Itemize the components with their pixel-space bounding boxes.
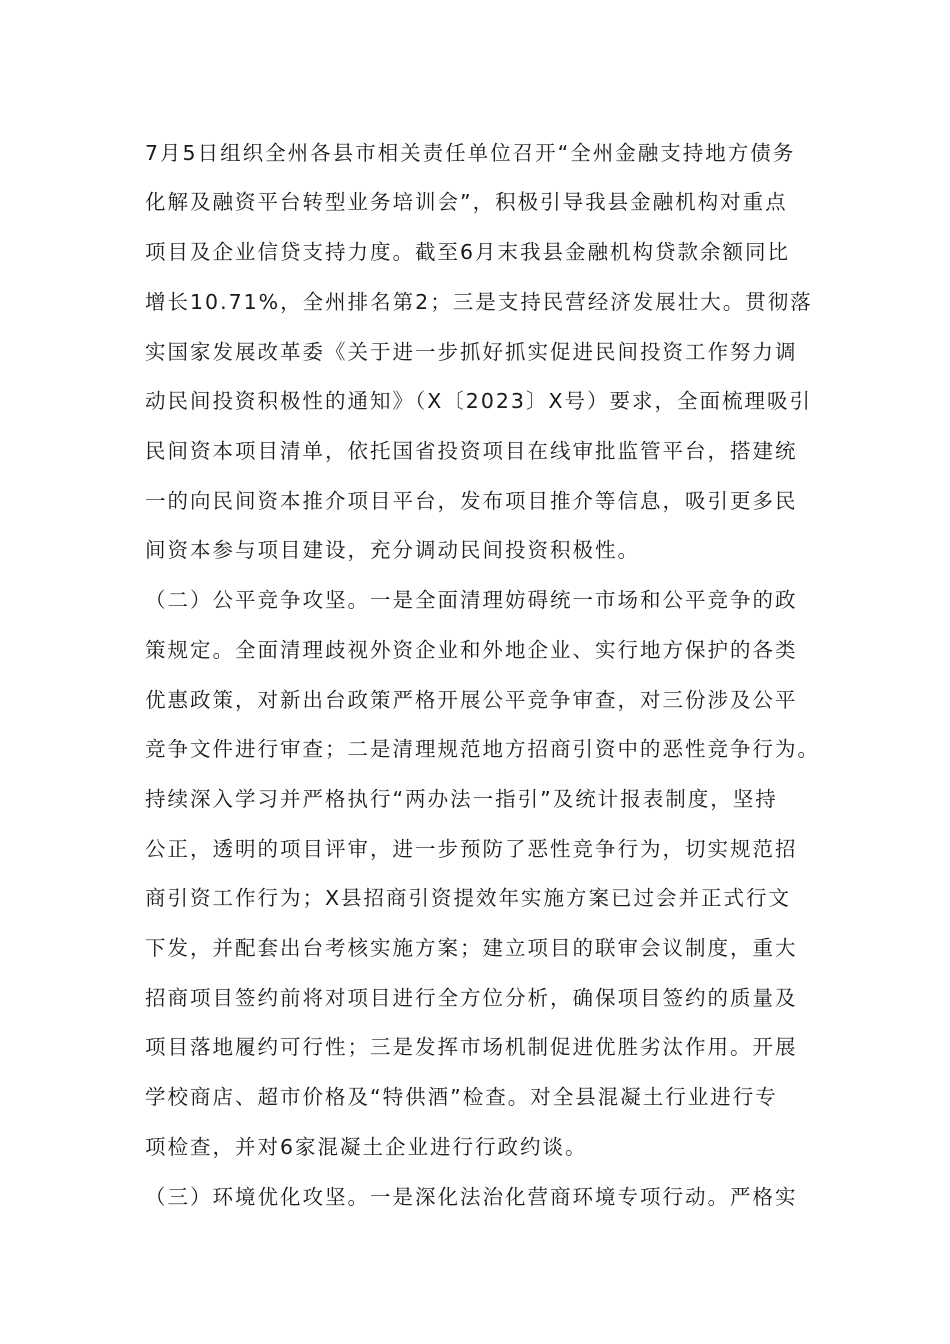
text-line: 项目落地履约可行性；三是发挥市场机制促进优胜劣汰作用。开展 (145, 1035, 798, 1059)
text-line: 项目及企业信贷支持力度。截至6月末我县金融机构贷款余额同比 (145, 240, 791, 264)
text-line: 项检查，并对6家混凝土企业进行行政约谈。 (145, 1135, 588, 1159)
text-line: 优惠政策，对新出台政策严格开展公平竞争审查，对三份涉及公平 (145, 688, 798, 712)
text-line: 招商项目签约前将对项目进行全方位分析，确保项目签约的质量及 (145, 986, 798, 1010)
text-line: 持续深入学习并严格执行“两办法一指引”及统计报表制度，坚持 (145, 787, 778, 811)
text-line: 间资本参与项目建设，充分调动民间投资积极性。 (145, 538, 640, 562)
text-line: 增长10.71%，全州排名第2；三是支持民营经济发展壮大。贯彻落 (145, 290, 813, 314)
text-line: 动民间投资积极性的通知》（X〔2023〕X号）要求，全面梳理吸引 (145, 389, 813, 413)
text-line: 实国家发展改革委《关于进一步抓好抓实促进民间投资工作努力调 (145, 340, 798, 364)
text-line: 竞争文件进行审查；二是清理规范地方招商引资中的恶性竞争行为。 (145, 737, 820, 761)
text-line: 化解及融资平台转型业务培训会”，积极引导我县金融机构对重点 (145, 190, 788, 214)
text-line: 学校商店、超市价格及“特供酒”检查。对全县混凝土行业进行专 (145, 1085, 778, 1109)
text-line: 民间资本项目清单，依托国省投资项目在线审批监管平台，搭建统 (145, 439, 798, 463)
text-line: 商引资工作行为；X县招商引资提效年实施方案已过会并正式行文 (145, 886, 792, 910)
text-line: 一的向民间资本推介项目平台，发布项目推介等信息，吸引更多民 (145, 489, 798, 513)
text-line: 下发，并配套出台考核实施方案；建立项目的联审会议制度，重大 (145, 936, 798, 960)
section-heading-line: （二）公平竞争攻坚。一是全面清理妨碍统一市场和公平竞争的政 (145, 588, 798, 612)
text-line: 公正，透明的项目评审，进一步预防了恶性竞争行为，切实规范招 (145, 837, 798, 861)
text-line: 策规定。全面清理歧视外资企业和外地企业、实行地方保护的各类 (145, 638, 798, 662)
text-line: 7月5日组织全州各县市相关责任单位召开“全州金融支持地方债务 (145, 141, 796, 165)
section-heading-line: （三）环境优化攻坚。一是深化法治化营商环境专项行动。严格实 (145, 1185, 798, 1209)
